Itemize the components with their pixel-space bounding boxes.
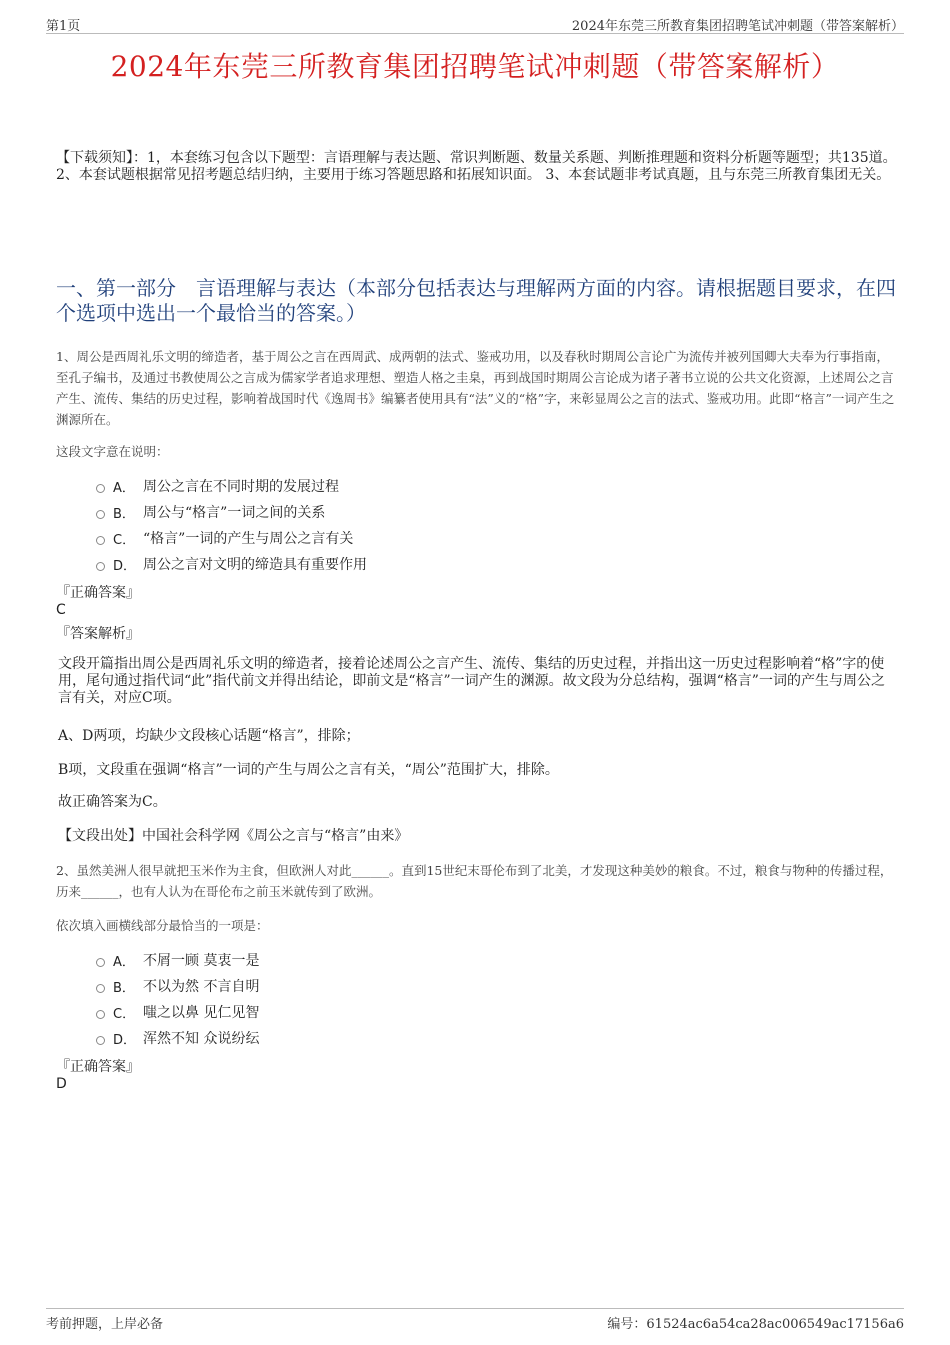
option-letter: D． — [113, 1032, 137, 1048]
answer-label: 『正确答案』 — [56, 1059, 140, 1075]
option-c[interactable] — [96, 525, 876, 551]
download-notice: 【下载须知】：1，本套练习包含以下题型：言语理解与表达题、常识判断题、数量关系题、判断推理题和资料分析题等题型；共135道。 2、本套试题根据常见招考题总结归纳，主要用于练习答题思路和拓展知识面。 3、本套试题非考试真题，且与东莞三所教育集团无关。 — [56, 150, 897, 183]
option-b[interactable] — [96, 499, 876, 525]
option-a[interactable] — [96, 473, 876, 499]
option-d[interactable] — [96, 1025, 876, 1051]
header-doc-title: 2024年东莞三所教育集团招聘笔试冲刺题（带答案解析） — [571, 19, 904, 34]
section-heading: 一、第一部分 言语理解与表达（本部分包括表达与理解两方面的内容。请根据题目要求，在四个选项中选出一个最恰当的答案。） — [56, 276, 896, 325]
document-title: 2024年东莞三所教育集团招聘笔试冲刺题（带答案解析） — [110, 50, 840, 83]
answer-value: D — [56, 1076, 67, 1092]
analysis-paragraph-1: 文段开篇指出周公是西周礼乐文明的缔造者，接着论述周公之言产生、流传、集结的历史过程，并指出这一历史过程影响着“格”字的使用，尾句通过指代词“此”指代前文并得出结论，即前文是“格言”一词产生的渊源。故文段为分总结构，强调“格言”一词的产生与周公之言有关，对应C项。 — [58, 656, 885, 706]
page-number: 第1页 — [46, 19, 81, 34]
option-text: 嗤之以鼻 见仁见智 — [143, 1005, 260, 1021]
analysis-paragraph-3: B项，文段重在强调“格言”一词的产生与周公之言有关，“周公”范围扩大，排除。 — [58, 762, 559, 778]
radio-icon[interactable] — [96, 536, 105, 545]
option-text: 周公之言在不同时期的发展过程 — [143, 479, 339, 495]
option-d[interactable] — [96, 551, 876, 577]
footer-slogan: 考前押题，上岸必备 — [46, 1317, 164, 1332]
answer-label: 『正确答案』 — [56, 585, 140, 601]
option-text: 周公之言对文明的缔造具有重要作用 — [143, 557, 367, 573]
footer-divider — [46, 1308, 904, 1309]
option-letter: B． — [113, 980, 135, 996]
option-text: 浑然不知 众说纷纭 — [143, 1031, 260, 1047]
analysis-paragraph-2: A、D两项，均缺少文段核心话题“格言”，排除； — [58, 728, 360, 744]
question-1-options — [96, 473, 876, 577]
question-2-options — [96, 947, 876, 1051]
radio-icon[interactable] — [96, 1010, 105, 1019]
question-1-prompt: 这段文字意在说明： — [56, 444, 169, 459]
question-2-text: 2、虽然美洲人很早就把玉米作为主食，但欧洲人对此______。直到15世纪末哥伦布到了北美，才发现这种美妙的粮食。不过，粮食与物种的传播过程，历来______，也有人认为在哥伦布之前玉米就传到了欧洲。 — [56, 863, 893, 899]
option-a[interactable] — [96, 947, 876, 973]
option-letter: D． — [113, 558, 137, 574]
option-text: 不以为然 不言自明 — [143, 979, 260, 995]
option-text: “格言”一词的产生与周公之言有关 — [143, 531, 354, 547]
header-divider — [46, 33, 904, 34]
radio-icon[interactable] — [96, 510, 105, 519]
radio-icon[interactable] — [96, 1036, 105, 1045]
analysis-paragraph-4: 故正确答案为C。 — [58, 794, 167, 810]
question-2-prompt: 依次填入画横线部分最恰当的一项是： — [56, 918, 269, 933]
radio-icon[interactable] — [96, 562, 105, 571]
radio-icon[interactable] — [96, 484, 105, 493]
option-letter: A． — [113, 480, 135, 496]
radio-icon[interactable] — [96, 984, 105, 993]
option-letter: B． — [113, 506, 135, 522]
option-letter: A． — [113, 954, 135, 970]
option-b[interactable] — [96, 973, 876, 999]
option-text: 周公与“格言”一词之间的关系 — [143, 505, 326, 521]
option-letter: C． — [113, 1006, 136, 1022]
option-text: 不屑一顾 莫衷一是 — [143, 953, 260, 969]
footer-serial: 编号：61524ac6a54ca28ac006549ac17156a6 — [607, 1317, 904, 1332]
radio-icon[interactable] — [96, 958, 105, 967]
source-citation: 【文段出处】中国社会科学网《周公之言与“格言”由来》 — [58, 828, 409, 844]
analysis-label: 『答案解析』 — [56, 626, 140, 642]
option-letter: C． — [113, 532, 136, 548]
option-c[interactable] — [96, 999, 876, 1025]
question-1-text: 1、周公是西周礼乐文明的缔造者，基于周公之言在西周武、成两朝的法式、鉴戒功用，以及春秋时期周公言论广为流传并被列国卿大夫奉为行事指南，至孔子编书，及通过书教使周公之言成为儒家学者追求理想、塑造人格之圭臬，再到战国时期周公言论成为诸子著书立说的公共文化资源，上述周公之言产生、流传、集结的历史过程，影响着战国时代《逸周书》编纂者使用具有“法”义的“格”字，来彰显周公之言的法式、鉴戒功用。此即“格言”一词产生之渊源所在。 — [56, 349, 895, 427]
answer-value: C — [56, 602, 66, 618]
